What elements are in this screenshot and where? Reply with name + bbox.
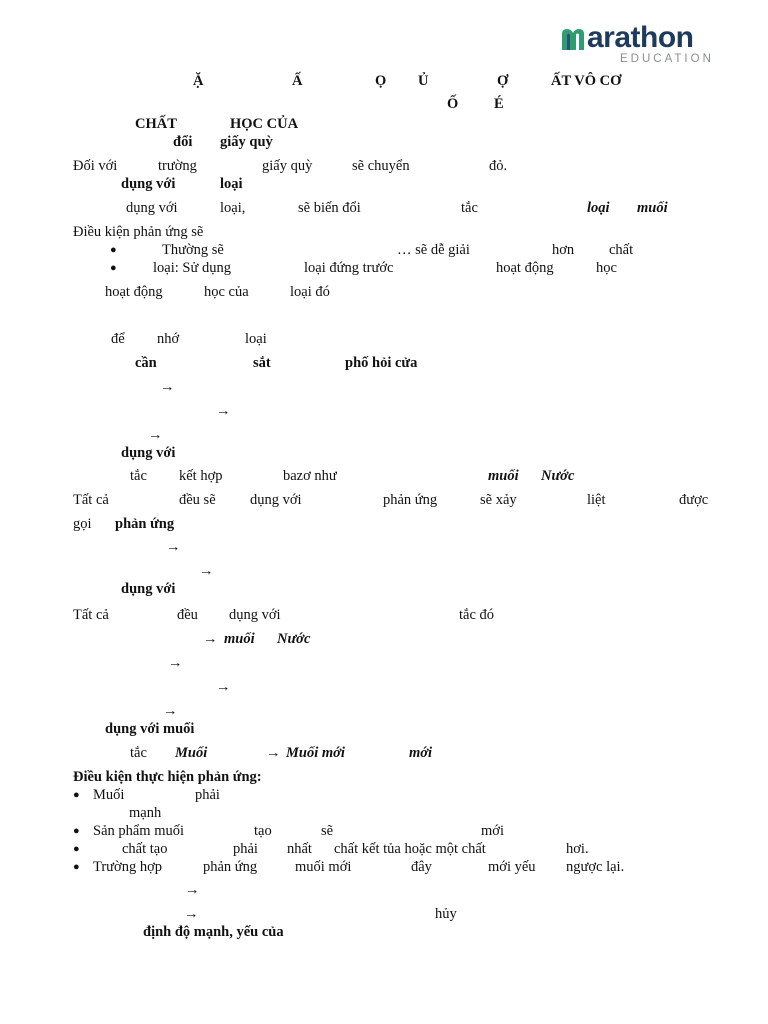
body-text: giấy quỳ [262, 158, 313, 174]
subheading: định độ mạnh, yếu của [143, 924, 284, 940]
arrow-icon: → [185, 882, 200, 898]
body-text: đỏ. [489, 158, 508, 174]
bullet-marker: ● [73, 825, 80, 837]
body-text: đều sẽ [179, 492, 216, 508]
subheading: dụng với [121, 581, 176, 597]
bullet-text: học [596, 260, 617, 276]
bullet-text: Sản phẩm muối [93, 823, 185, 839]
body-text: loại đó [290, 284, 330, 300]
bullet-text: tạo [254, 823, 272, 839]
body-text: sẽ xảy [480, 492, 517, 508]
title-fragment: É [494, 96, 504, 112]
bullet-text: mạnh [129, 805, 162, 821]
body-text: trường [158, 158, 197, 174]
body-text: loại [245, 331, 267, 347]
arrow-icon: → [184, 906, 199, 922]
bullet-text: … sẽ dễ giải [397, 242, 470, 258]
bullet-text: hơn [552, 242, 575, 258]
bullet-text: sẽ [321, 823, 334, 839]
emphasis-text: mới [409, 745, 433, 761]
logo-tagline: EDUCATION [620, 53, 714, 65]
bullet-text: chất tạo [122, 841, 168, 857]
body-text: Tất cả [73, 492, 109, 508]
emphasis-text: cần [135, 355, 157, 371]
emphasis-text: sắt [253, 355, 271, 371]
title-fragment: ẤT VÔ CƠ [551, 73, 622, 89]
arrow-icon: → [148, 427, 163, 443]
body-text: nhớ [157, 331, 180, 347]
title-fragment: Ợ [497, 73, 509, 89]
section-heading: HỌC CỦA [230, 116, 299, 132]
bullet-text: chất kết tủa hoặc một chất [334, 841, 486, 857]
bullet-text: ngược lại. [566, 859, 625, 875]
condition-heading: Điều kiện thực hiện phản ứng: [73, 769, 262, 785]
body-text: Điều kiện phản ứng sẽ [73, 224, 204, 240]
emphasis-text: Muối [175, 745, 208, 761]
body-text: dụng với [229, 607, 281, 623]
bullet-marker: ● [73, 861, 80, 873]
body-text: phản ứng [383, 492, 438, 508]
body-text: tắc [461, 200, 478, 216]
emphasis-text: muối [637, 200, 668, 216]
emphasis-text: Muối mới [286, 745, 345, 761]
bullet-text: Muối [93, 787, 125, 803]
emphasis-text: loại [587, 200, 610, 216]
emphasis-text: Nước [277, 631, 311, 647]
arrow-icon: → [160, 379, 175, 395]
body-text: Đối với [73, 158, 118, 174]
bullet-text: phải [233, 841, 258, 857]
bullet-marker: ● [73, 789, 80, 801]
body-text: hủy [435, 906, 457, 922]
bullet-text: hoạt động [496, 260, 554, 276]
emphasis-text: muối [488, 468, 519, 484]
subheading: dụng với [121, 176, 176, 192]
emphasis-text: phố hỏi cửa [345, 355, 418, 371]
bullet-text: Trường hợp [93, 859, 162, 875]
emphasis-text: phản ứng [115, 516, 175, 532]
marathon-education-logo [560, 22, 720, 68]
body-text: đều [177, 607, 198, 623]
body-text: hoạt động [105, 284, 163, 300]
body-text: được [679, 492, 709, 508]
bullet-text: mới [481, 823, 504, 839]
arrow-icon: → [199, 563, 214, 579]
title-fragment: Ủ [418, 73, 429, 89]
subheading: dụng với muối [105, 721, 195, 737]
body-text: sẽ biến đổi [298, 200, 361, 216]
arrow-icon: → [203, 631, 218, 647]
bullet-text: phản ứng [203, 859, 258, 875]
bullet-marker: ● [110, 262, 117, 274]
arrow-icon: → [163, 703, 178, 719]
body-text: tắc [130, 745, 147, 761]
marathon-m-logo-mark [560, 26, 586, 52]
bullet-text: mới yếu [488, 859, 536, 875]
body-text: Tất cả [73, 607, 109, 623]
section-heading: CHẤT [135, 116, 177, 132]
bullet-text: loại: Sử dụng [153, 260, 231, 276]
emphasis-text: muối [224, 631, 255, 647]
body-text: để [111, 331, 125, 347]
arrow-icon: → [166, 539, 181, 555]
title-fragment: Ố [447, 96, 459, 112]
bullet-text: hơi. [566, 841, 589, 857]
body-text: bazơ như [283, 468, 337, 484]
subheading: dụng với [121, 445, 176, 461]
body-text: liệt [587, 492, 606, 508]
subheading: đổi [173, 134, 193, 150]
emphasis-text: Nước [541, 468, 575, 484]
title-fragment: Ấ [292, 73, 303, 89]
arrow-icon: → [168, 655, 183, 671]
body-text: dụng với [250, 492, 302, 508]
body-text: tắc [130, 468, 147, 484]
subheading: loại [220, 176, 243, 192]
bullet-text: phải [195, 787, 220, 803]
logo-wordmark: arathon [587, 21, 694, 54]
arrow-icon: → [266, 745, 281, 761]
bullet-text: chất [609, 242, 634, 258]
title-fragment: Ọ [375, 73, 387, 89]
arrow-icon: → [216, 679, 231, 695]
body-text: gọi [73, 516, 92, 532]
bullet-text: Thường sẽ [162, 242, 224, 258]
body-text: kết hợp [179, 468, 223, 484]
bullet-text: đây [411, 859, 432, 875]
body-text: học của [204, 284, 249, 300]
bullet-marker: ● [73, 843, 80, 855]
body-text: loại, [220, 200, 246, 216]
body-text: dụng với [126, 200, 178, 216]
bullet-text: nhất [287, 841, 312, 857]
bullet-text: muối mới [295, 859, 352, 875]
arrow-icon: → [216, 403, 231, 419]
bullet-marker: ● [110, 244, 117, 256]
subheading: giấy quỳ [220, 134, 273, 150]
title-fragment: Ặ [193, 73, 204, 89]
body-text: sẽ chuyển [352, 158, 410, 174]
body-text: tắc đó [459, 607, 495, 623]
bullet-text: loại đứng trước [304, 260, 394, 276]
